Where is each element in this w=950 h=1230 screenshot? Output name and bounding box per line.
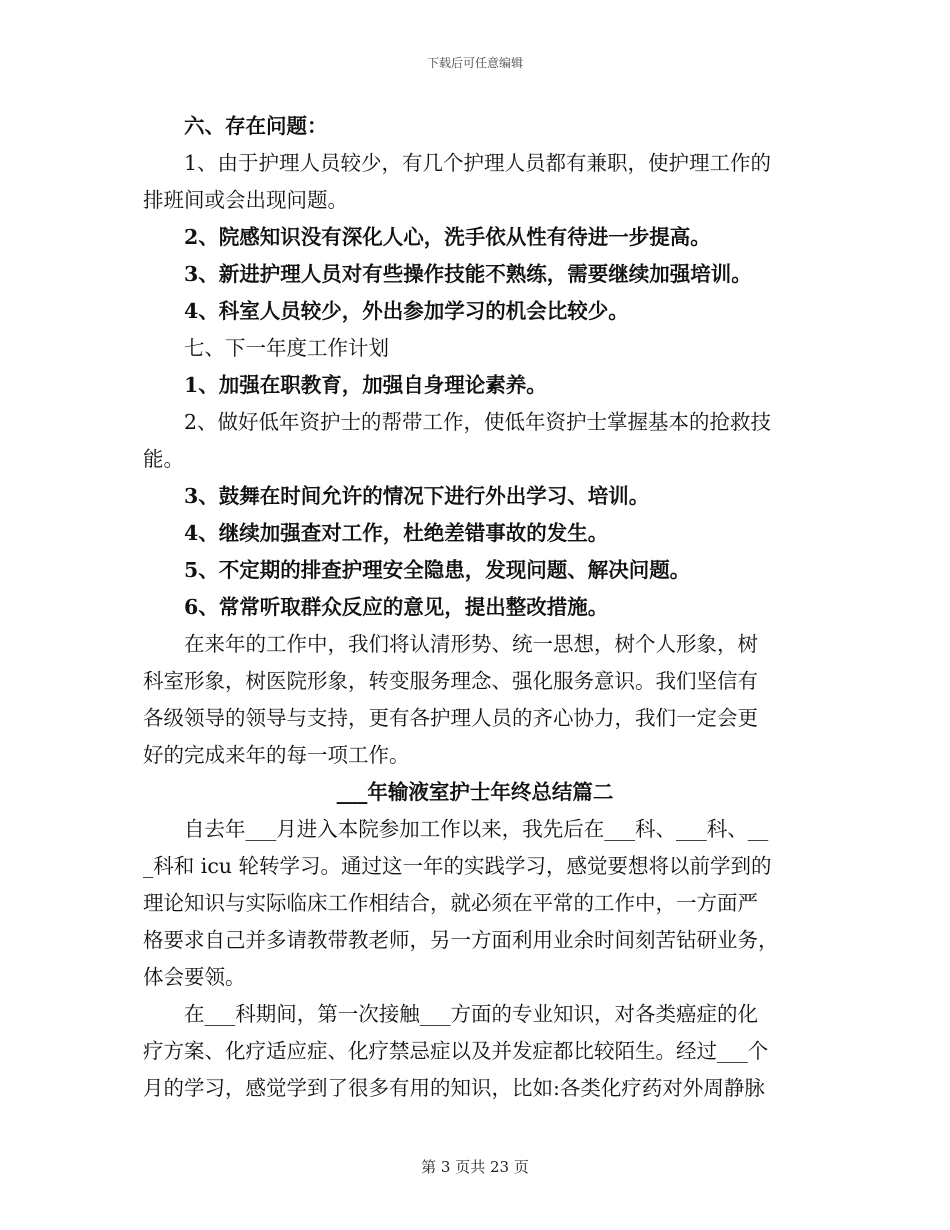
paragraph-line: 3、新进护理人员对有些操作技能不熟练，需要继续加强培训。 bbox=[184, 262, 752, 286]
section-title: ___年输液室护士年终总结篇二 bbox=[336, 780, 614, 804]
paragraph-line: 2、做好低年资护士的帮带工作，使低年资护士掌握基本的抢救技 bbox=[184, 410, 772, 434]
paragraph-line: 2、院感知识没有深化人心，洗手依从性有待进一步提高。 bbox=[184, 225, 711, 249]
section-heading-plan: 七、下一年度工作计划 bbox=[184, 336, 389, 360]
paragraph-line: 4、科室人员较少，外出参加学习的机会比较少。 bbox=[184, 299, 629, 323]
paragraph-line: 1、由于护理人员较少，有几个护理人员都有兼职，使护理工作的 bbox=[184, 151, 772, 175]
paragraph-line: 月的学习，感觉学到了很多有用的知识，比如:各类化疗药对外周静脉 bbox=[143, 1076, 765, 1100]
paragraph-line: 4、继续加强查对工作，杜绝差错事故的发生。 bbox=[184, 521, 609, 545]
paragraph-line: 自去年___月进入本院参加工作以来，我先后在___科、___科、__ bbox=[184, 817, 769, 841]
paragraph-line: 6、常常听取群众反应的意见，提出整改措施。 bbox=[184, 595, 609, 619]
paragraph-line: 在___科期间，第一次接触___方面的专业知识，对各类癌症的化 bbox=[184, 1002, 758, 1026]
paragraph-line: 格要求自己并多请教带教老师，另一方面利用业余时间刻苦钻研业务， bbox=[143, 928, 779, 952]
paragraph-line: _科和 icu 轮转学习。通过这一年的实践学习，感觉要想将以前学到的 bbox=[143, 854, 772, 878]
paragraph-line: 3、鼓舞在时间允许的情况下进行外出学习、培训。 bbox=[184, 484, 650, 508]
paragraph-line: 疗方案、化疗适应症、化疗禁忌症以及并发症都比较陌生。经过___个 bbox=[143, 1039, 769, 1063]
paragraph-line: 能。 bbox=[143, 447, 184, 471]
paragraph-line: 体会要领。 bbox=[143, 965, 246, 989]
paragraph-line: 各级领导的领导与支持，更有各护理人员的齐心协力，我们一定会更 bbox=[143, 706, 758, 730]
paragraph-line: 1、加强在职教育，加强自身理论素养。 bbox=[184, 373, 547, 397]
page-header: 下载后可任意编辑 bbox=[426, 56, 523, 70]
page-number: 第 3 页共 23 页 bbox=[421, 1158, 529, 1176]
document-body bbox=[143, 108, 807, 1107]
section-heading-problems: 六、存在问题： bbox=[184, 114, 328, 138]
paragraph-line: 科室形象，树医院形象，转变服务理念、强化服务意识。我们坚信有 bbox=[143, 669, 758, 693]
paragraph-line: 好的完成来年的每一项工作。 bbox=[143, 743, 410, 767]
paragraph-line: 5、不定期的排查护理安全隐患，发现问题、解决问题。 bbox=[184, 558, 691, 582]
paragraph-line: 在来年的工作中，我们将认清形势、统一思想，树个人形象，树 bbox=[184, 632, 758, 656]
paragraph-line: 理论知识与实际临床工作相结合，就必须在平常的工作中，一方面严 bbox=[143, 891, 758, 915]
paragraph-line: 排班间或会出现问题。 bbox=[143, 188, 348, 212]
